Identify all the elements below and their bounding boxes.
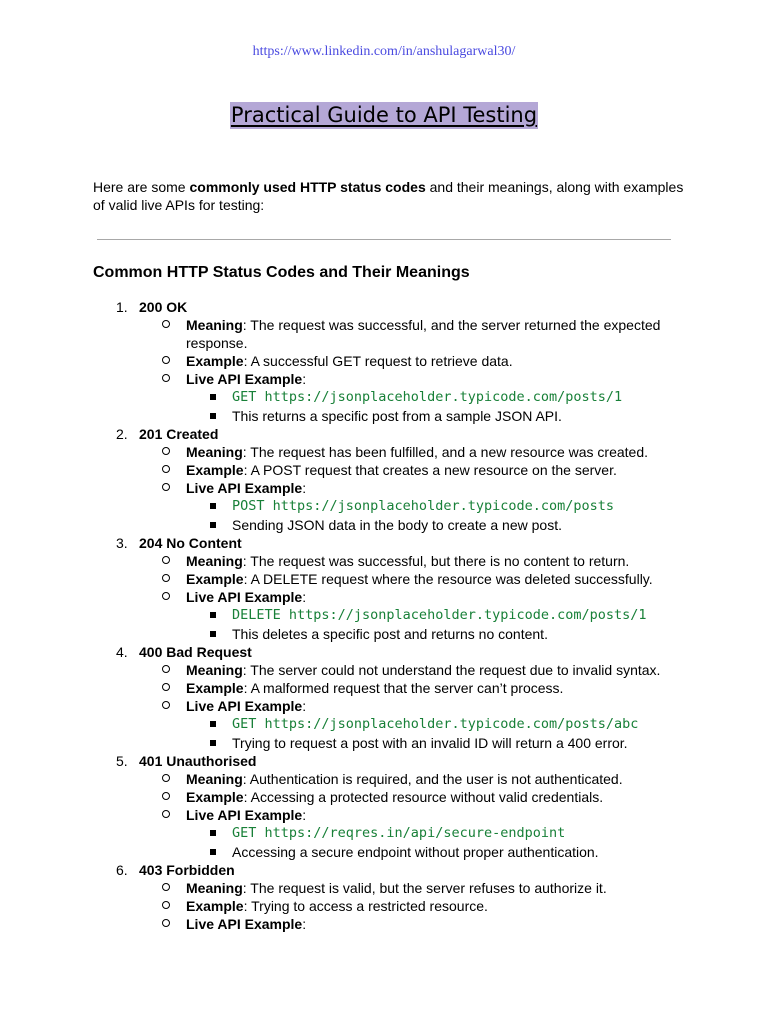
meaning-text: : The request was successful, but there is no content to return. <box>242 553 630 569</box>
status-code-list <box>0 298 768 933</box>
title-wrap <box>0 102 768 129</box>
api-request-code: POST https://jsonplaceholder.typicode.com/posts <box>232 498 615 514</box>
live-api-bullet <box>0 370 768 388</box>
square-bullet-icon <box>210 830 216 836</box>
list-number: 2. <box>116 426 128 442</box>
status-code-item <box>0 534 768 643</box>
api-request-bullet <box>0 715 768 734</box>
circle-bullet-icon <box>162 792 170 800</box>
circle-bullet-icon <box>162 901 170 909</box>
meaning-bullet <box>0 661 768 679</box>
example-bullet <box>0 461 768 479</box>
api-request-bullet <box>0 824 768 843</box>
circle-bullet-icon <box>162 320 170 328</box>
live-api-colon: : <box>302 480 307 496</box>
example-label: Example <box>186 680 244 696</box>
status-code-item <box>0 643 768 752</box>
live-api-label: Live API Example <box>186 371 303 387</box>
meaning-bullet <box>0 879 768 897</box>
api-request-code: GET https://jsonplaceholder.typicode.com/posts/abc <box>232 716 639 732</box>
example-label: Example <box>186 462 244 478</box>
api-note-text: Accessing a secure endpoint without proper authentication. <box>232 844 599 860</box>
square-bullet-icon <box>210 503 216 509</box>
live-api-colon: : <box>302 916 307 932</box>
intro-post: and their meanings, along with examples of valid live APIs for testing: <box>93 179 684 213</box>
list-number: 4. <box>116 644 128 660</box>
square-bullet-icon <box>210 849 216 855</box>
api-note-text: This returns a specific post from a sample JSON API. <box>232 408 562 424</box>
circle-bullet-icon <box>162 465 170 473</box>
meaning-bullet <box>0 552 768 570</box>
live-api-label: Live API Example <box>186 807 303 823</box>
example-text: : Trying to access a restricted resource. <box>243 898 488 914</box>
example-text: : A successful GET request to retrieve data. <box>243 353 513 369</box>
example-bullet <box>0 788 768 806</box>
status-code-title: 401 Unauthorised <box>139 753 257 769</box>
meaning-label: Meaning <box>186 444 243 460</box>
live-api-bullet <box>0 697 768 715</box>
status-code-title: 403 Forbidden <box>139 862 235 878</box>
meaning-label: Meaning <box>186 662 243 678</box>
circle-bullet-icon <box>162 701 170 709</box>
circle-bullet-icon <box>162 483 170 491</box>
circle-bullet-icon <box>162 592 170 600</box>
circle-bullet-icon <box>162 356 170 364</box>
api-note-bullet <box>0 843 768 861</box>
api-request-bullet <box>0 497 768 516</box>
live-api-label: Live API Example <box>186 589 303 605</box>
status-code-title: 400 Bad Request <box>139 644 252 660</box>
list-number: 1. <box>116 299 128 315</box>
example-text: : Accessing a protected resource without valid credentials. <box>243 789 604 805</box>
example-bullet <box>0 897 768 915</box>
example-label: Example <box>186 898 244 914</box>
intro-bold: commonly used HTTP status codes <box>189 179 426 195</box>
live-api-bullet <box>0 479 768 497</box>
api-request-bullet <box>0 388 768 407</box>
square-bullet-icon <box>210 413 216 419</box>
live-api-bullet <box>0 915 768 933</box>
status-code-item <box>0 861 768 933</box>
square-bullet-icon <box>210 522 216 528</box>
status-code-title: 200 OK <box>139 299 188 315</box>
meaning-bullet <box>0 443 768 461</box>
live-api-colon: : <box>302 698 307 714</box>
live-api-label: Live API Example <box>186 916 303 932</box>
list-number: 6. <box>116 862 128 878</box>
meaning-text: : The request is valid, but the server refuses to authorize it. <box>242 880 607 896</box>
example-bullet <box>0 679 768 697</box>
section-heading: Common HTTP Status Codes and Their Meanings <box>93 264 470 281</box>
square-bullet-icon <box>210 740 216 746</box>
live-api-bullet <box>0 588 768 606</box>
meaning-label: Meaning <box>186 317 243 333</box>
example-label: Example <box>186 571 244 587</box>
api-note-bullet <box>0 625 768 643</box>
document-title: Practical Guide to API Testing <box>230 103 538 127</box>
example-bullet <box>0 352 768 370</box>
circle-bullet-icon <box>162 774 170 782</box>
linkedin-link[interactable]: https://www.linkedin.com/in/anshulagarwal30/ <box>252 44 516 59</box>
status-code-title: 201 Created <box>139 426 219 442</box>
square-bullet-icon <box>210 394 216 400</box>
circle-bullet-icon <box>162 883 170 891</box>
meaning-label: Meaning <box>186 880 243 896</box>
api-note-bullet <box>0 734 768 752</box>
circle-bullet-icon <box>162 556 170 564</box>
meaning-label: Meaning <box>186 553 243 569</box>
circle-bullet-icon <box>162 665 170 673</box>
meaning-bullet <box>0 316 768 352</box>
example-text: : A DELETE request where the resource was deleted successfully. <box>243 571 653 587</box>
meaning-text: : The request was successful, and the server returned the expected response. <box>186 317 661 351</box>
api-note-text: Sending JSON data in the body to create a new post. <box>232 517 562 533</box>
meaning-text: : The request has been fulfilled, and a new resource was created. <box>242 444 648 460</box>
intro-pre: Here are some <box>93 179 190 195</box>
circle-bullet-icon <box>162 810 170 818</box>
status-code-item <box>0 425 768 534</box>
live-api-label: Live API Example <box>186 698 303 714</box>
api-request-code: DELETE https://jsonplaceholder.typicode.com/posts/1 <box>232 607 647 623</box>
example-text: : A POST request that creates a new resource on the server. <box>243 462 617 478</box>
circle-bullet-icon <box>162 683 170 691</box>
circle-bullet-icon <box>162 919 170 927</box>
live-api-colon: : <box>302 807 307 823</box>
meaning-text: : The server could not understand the request due to invalid syntax. <box>242 662 661 678</box>
circle-bullet-icon <box>162 374 170 382</box>
intro-paragraph <box>93 178 693 214</box>
example-bullet <box>0 570 768 588</box>
live-api-colon: : <box>302 589 307 605</box>
circle-bullet-icon <box>162 574 170 582</box>
circle-bullet-icon <box>162 447 170 455</box>
live-api-colon: : <box>302 371 307 387</box>
list-number: 5. <box>116 753 128 769</box>
example-text: : A malformed request that the server can’t process. <box>243 680 564 696</box>
square-bullet-icon <box>210 631 216 637</box>
api-note-bullet <box>0 516 768 534</box>
meaning-bullet <box>0 770 768 788</box>
status-code-item <box>0 298 768 425</box>
meaning-label: Meaning <box>186 771 243 787</box>
api-request-bullet <box>0 606 768 625</box>
status-code-title: 204 No Content <box>139 535 242 551</box>
horizontal-rule <box>97 239 671 240</box>
api-request-code: GET https://reqres.in/api/secure-endpoint <box>232 825 566 841</box>
square-bullet-icon <box>210 721 216 727</box>
api-note-text: Trying to request a post with an invalid ID will return a 400 error. <box>232 735 628 751</box>
square-bullet-icon <box>210 612 216 618</box>
meaning-text: : Authentication is required, and the user is not authenticated. <box>242 771 623 787</box>
example-label: Example <box>186 353 244 369</box>
live-api-bullet <box>0 806 768 824</box>
live-api-label: Live API Example <box>186 480 303 496</box>
list-number: 3. <box>116 535 128 551</box>
example-label: Example <box>186 789 244 805</box>
status-code-item <box>0 752 768 861</box>
api-note-bullet <box>0 407 768 425</box>
api-request-code: GET https://jsonplaceholder.typicode.com/posts/1 <box>232 389 623 405</box>
api-note-text: This deletes a specific post and returns no content. <box>232 626 548 642</box>
